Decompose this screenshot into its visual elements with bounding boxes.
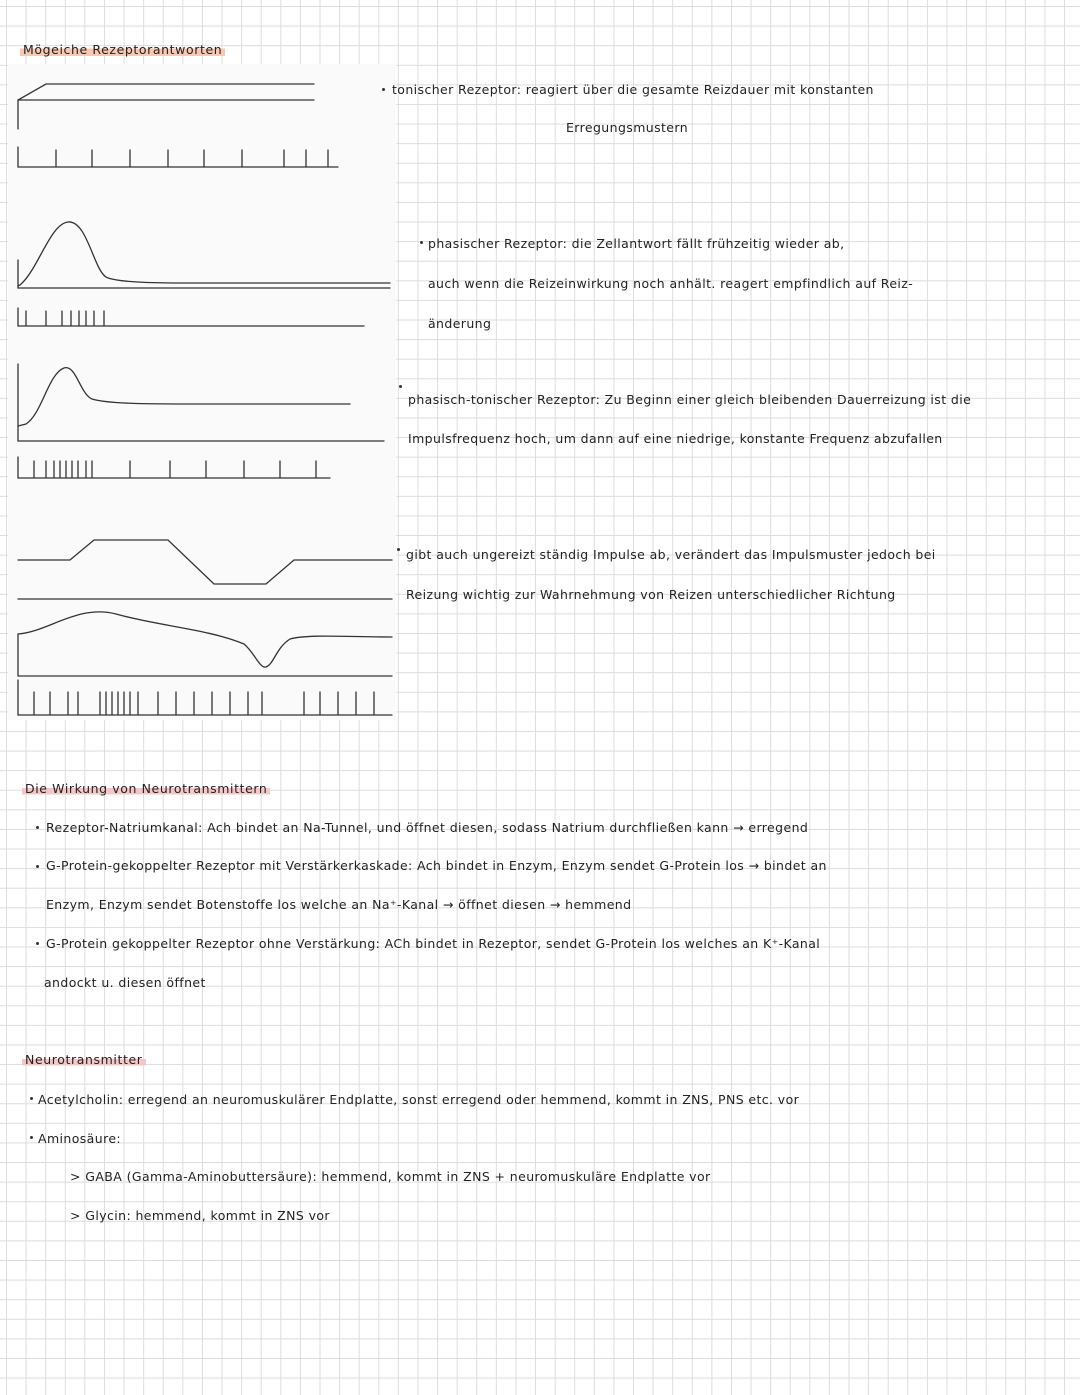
bullet-dot <box>420 241 423 244</box>
bullet-dot <box>36 826 39 829</box>
phasic-tonic-stimulus-curve <box>18 368 350 426</box>
tonic-impulse-train <box>18 147 338 167</box>
neurotransmitter-gaba: > GABA (Gamma-Aminobuttersäure): hemmend, kommt in ZNS + neuromuskuläre Endplatte vor <box>70 1169 711 1184</box>
title-text: Die Wirkung von Neurotransmittern <box>22 781 270 796</box>
effect-line-3: Enzym, Enzym sendet Botenstoffe los welche an Na⁺-Kanal → öffnet diesen → hemmend <box>46 897 632 912</box>
directional-impulse-train <box>18 680 392 715</box>
bullet-dot <box>30 1097 33 1100</box>
title-text: Neurotransmitter <box>22 1052 146 1067</box>
bullet-dot <box>30 1136 33 1139</box>
bullet-dot <box>36 942 39 945</box>
effect-line-4: G-Protein gekoppelter Rezeptor ohne Verstärkung: ACh bindet in Rezeptor, sendet G-Protein los welches an K⁺-Kanal <box>46 936 821 951</box>
phasic-impulse-train <box>18 308 364 326</box>
directional-desc-line-2: Reizung wichtig zur Wahrnehmung von Reizen unterschiedlicher Richtung <box>406 587 896 602</box>
effect-line-2: G-Protein-gekoppelter Rezeptor mit Verstärkerkaskade: Ach bindet in Enzym, Enzym sendet G-Protein los → bindet an <box>46 858 827 873</box>
directional-stimulus-curve <box>18 540 392 584</box>
bullet-dot <box>382 88 385 91</box>
effect-line-5: andockt u. diesen öffnet <box>44 975 206 990</box>
directional-desc-line-1: gibt auch ungereizt ständig Impulse ab, verändert das Impulsmuster jedoch bei <box>406 547 936 562</box>
neurotransmitter-aminosaeure: Aminosäure: <box>38 1131 122 1146</box>
tonic-desc-line-2: Erregungsmustern <box>566 120 689 135</box>
tonic-desc-line-1: tonischer Rezeptor: reagiert über die gesamte Reizdauer mit konstanten <box>392 82 874 97</box>
neurotransmitter-acetylcholin: Acetylcholin: erregend an neuromuskulärer Endplatte, sonst erregend oder hemmend, kommt in ZNS, PNS etc. vor <box>38 1092 800 1107</box>
bullet-dot <box>36 865 39 868</box>
neurotransmitter-glycin: > Glycin: hemmend, kommt in ZNS vor <box>70 1208 330 1223</box>
phasic-desc-line-2: auch wenn die Reizeinwirkung noch anhält. reagert empfindlich auf Reiz- <box>428 276 914 291</box>
phasic-tonic-impulse-train <box>18 457 330 478</box>
directional-baseline <box>18 634 392 676</box>
phasic-tonic-desc-line-1: phasisch-tonischer Rezeptor: Zu Beginn einer gleich bleibenden Dauerreizung ist die <box>408 392 972 407</box>
title-text: Mögeiche Rezeptorantworten <box>20 42 225 57</box>
effect-line-1: Rezeptor-Natriumkanal: Ach bindet an Na-Tunnel, und öffnet diesen, sodass Natrium durchfließen kann → erregend <box>46 820 809 835</box>
section-title-neurotransmitter-effect <box>22 783 270 796</box>
directional-response-curve <box>18 612 392 667</box>
receptor-response-graphs <box>8 64 396 720</box>
phasic-desc-line-3: änderung <box>428 316 492 331</box>
bullet-dot <box>399 385 402 388</box>
bullet-dot <box>397 548 400 551</box>
section-title-receptor-responses <box>20 44 225 57</box>
phasic-desc-line-1: phasischer Rezeptor: die Zellantwort fällt frühzeitig wieder ab, <box>428 236 845 251</box>
phasic-tonic-baseline <box>18 364 384 441</box>
phasic-stimulus-curve <box>18 222 390 286</box>
tonic-stimulus-curve <box>18 84 314 129</box>
graphs-svg <box>8 64 396 720</box>
phasic-baseline <box>18 260 390 288</box>
section-title-neurotransmitters <box>22 1054 146 1067</box>
phasic-tonic-desc-line-2: Impulsfrequenz hoch, um dann auf eine niedrige, konstante Frequenz abzufallen <box>408 431 943 446</box>
